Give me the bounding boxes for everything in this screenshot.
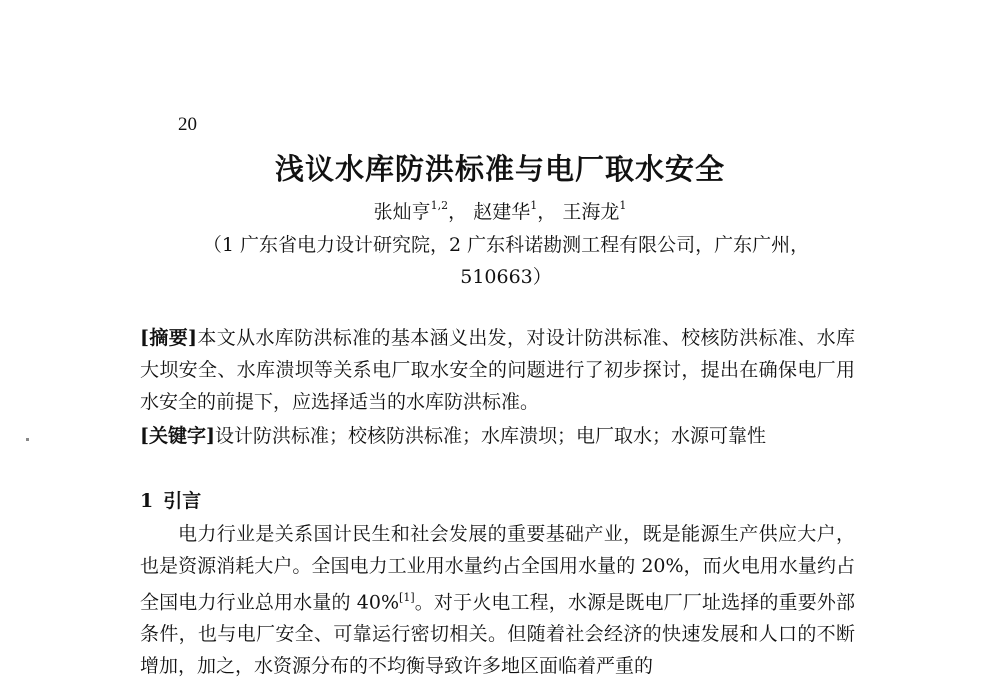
author-list: [0, 197, 1000, 224]
paper-title: 浅议水库防洪标准与电厂取水安全: [274, 152, 725, 186]
keywords-text: 设计防洪标准；校核防洪标准；水库溃坝；电厂取水；水源可靠性: [214, 425, 766, 447]
author-separator: ，: [448, 201, 468, 223]
author-affiliation-mark: 1: [530, 198, 538, 212]
page-number: 20: [178, 114, 197, 135]
abstract: [140, 322, 855, 418]
author-separator: ，: [537, 201, 557, 223]
author-name: 赵建华: [473, 201, 531, 223]
citation-marker: [1]: [399, 591, 415, 604]
body-paragraph: [140, 518, 855, 682]
section-heading: [140, 486, 201, 513]
affiliation: （1 广东省电力设计研究院，2 广东科诺勘测工程有限公司，广东广州，510663）: [202, 234, 810, 288]
paragraph-text: 电力行业是关系国计民生和社会发展的重要基础产业，既是能源生产供应大户，也是资源消耗大户。全国电力工业用水量约占全国用水量的 20%，而火电用水量约占全国电力行业总用水量的 40%: [140, 523, 855, 614]
section-title: 引言: [163, 490, 202, 512]
author-affiliation-mark: 1: [619, 198, 627, 212]
abstract-label: [摘要]: [140, 327, 198, 349]
keywords: [140, 420, 855, 452]
author-affiliation-mark: 1,2: [430, 198, 449, 212]
scan-speck: [26, 438, 29, 441]
keywords-label: [关键字]: [140, 425, 215, 447]
author-name: 张灿亨: [373, 201, 431, 223]
author-name: 王海龙: [562, 201, 620, 223]
abstract-text: 本文从水库防洪标准的基本涵义出发，对设计防洪标准、校核防洪标准、水库大坝安全、水库溃坝等关系电厂取水安全的问题进行了初步探讨，提出在确保电厂用水安全的前提下，应选择适当的水库防洪标准。: [140, 327, 855, 413]
section-number: 1: [140, 490, 154, 512]
paragraph-text: 。对于火电工程，水源是既电厂厂址选择的重要外部条件，也与电厂安全、可靠运行密切相关。但随着社会经济的快速发展和人口的不断增加，加之，水资源分布的不均衡导致许多地区面临着严重的: [140, 591, 855, 678]
